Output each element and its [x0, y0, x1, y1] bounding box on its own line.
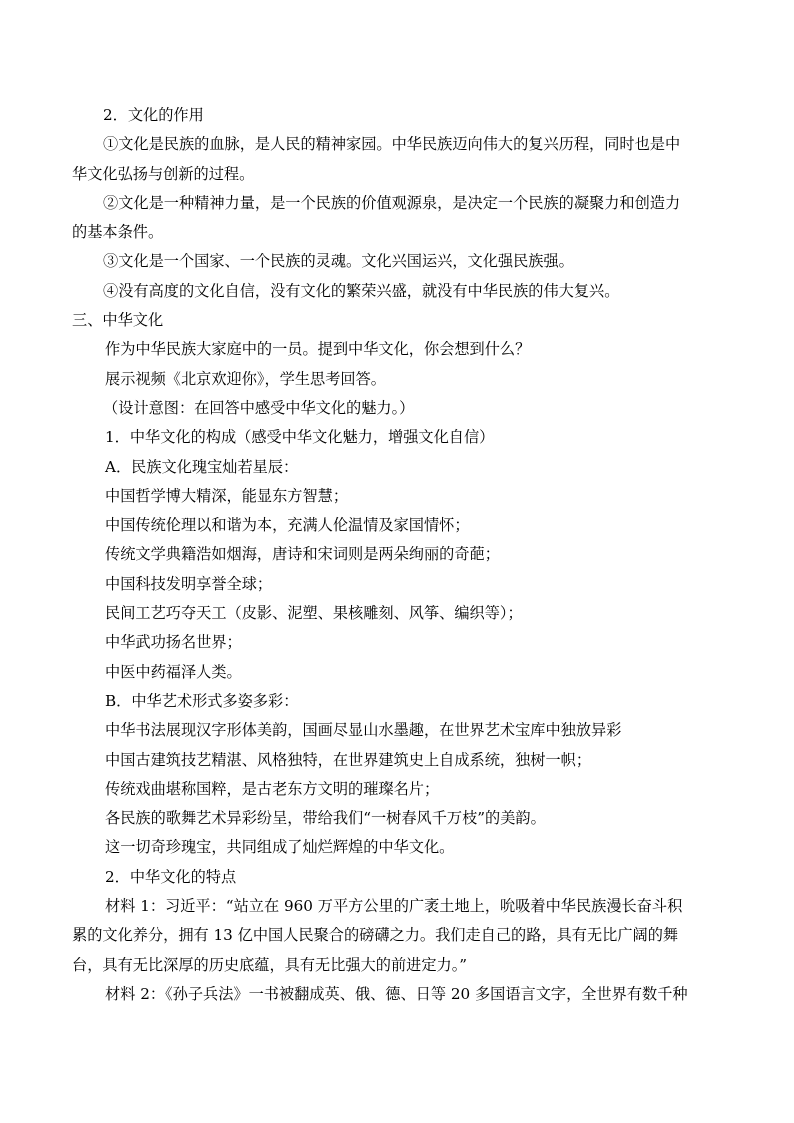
- list-item: 各民族的歌舞艺术异彩纷呈，带给我们“一树春风千万枝”的美韵。: [105, 809, 546, 828]
- paragraph-line: 作为中华民族大家庭中的一员。提到中华文化，你会想到什么？: [105, 340, 531, 359]
- list-item: 中国科技发明享誉全球；: [105, 574, 273, 593]
- material-paragraph-line: 台，具有无比深厚的历史底蕴，具有无比强大的前进定力。”: [72, 955, 468, 974]
- list-item: 中华书法展现汉字形体美韵，国画尽显山水墨趣，在世界艺术宝库中独放异彩: [105, 721, 622, 740]
- paragraph-line: ③文化是一个国家、一个民族的灵魂。文化兴国运兴，文化强民族强。: [103, 252, 574, 271]
- summary-line: 这一切奇珍瑰宝，共同组成了灿烂辉煌的中华文化。: [105, 838, 455, 857]
- subsection-heading-features: 2．中华文化的特点: [105, 867, 237, 886]
- paragraph-line: 的基本条件。: [72, 223, 164, 242]
- paragraph-line: ①文化是民族的血脉，是人民的精神家园。中华民族迈向伟大的复兴历程，同时也是中: [103, 135, 681, 154]
- paragraph-line: ④没有高度的文化自信，没有文化的繁荣兴盛，就没有中华民族的伟大复兴。: [103, 281, 620, 300]
- list-heading-a: A．民族文化瑰宝灿若星辰：: [105, 457, 299, 476]
- list-item: 传统戏曲堪称国粹，是古老东方文明的璀璨名片；: [105, 779, 440, 798]
- paragraph-line: 展示视频《北京欢迎你》，学生思考回答。: [105, 369, 386, 388]
- section-heading-chinese-culture: 三、中华文化: [72, 311, 164, 330]
- paragraph-line: ②文化是一种精神力量，是一个民族的价值观源泉，是决定一个民族的凝聚力和创造力: [103, 193, 681, 212]
- list-item: 中国哲学博大精深，能显东方智慧；: [105, 486, 348, 505]
- document-body: [72, 101, 722, 1009]
- subsection-heading-composition: 1．中华文化的构成（感受中华文化魅力，增强文化自信）: [105, 428, 495, 447]
- list-item: 民间工艺巧夺天工（皮影、泥塑、果核雕刻、风筝、编织等）；: [105, 604, 523, 623]
- list-item: 中华武功扬名世界；: [105, 633, 242, 652]
- list-item: 传统文学典籍浩如烟海，唐诗和宋词则是两朵绚丽的奇葩；: [105, 545, 500, 564]
- list-item: 中医中药福泽人类。: [105, 662, 242, 681]
- design-intent-note: （设计意图：在回答中感受中华文化的魅力。）: [103, 398, 415, 417]
- list-item: 中国古建筑技艺精湛、风格独特，在世界建筑史上自成系统，独树一帜；: [105, 750, 591, 769]
- material-paragraph-line: 材料 2：《孙子兵法》一书被翻成英、俄、德、日等 20 多国语言文字，全世界有数千种: [105, 984, 688, 1003]
- material-paragraph-line: 累的文化养分，拥有 13 亿中国人民聚合的磅礴之力。我们走自己的路，具有无比广阔的舞: [72, 926, 679, 945]
- section-heading-culture-role: 2．文化的作用: [103, 106, 204, 124]
- paragraph-line: 华文化弘扬与创新的过程。: [72, 164, 255, 183]
- list-heading-b: B．中华艺术形式多姿多彩：: [105, 691, 299, 710]
- material-paragraph-line: 材料 1：习近平：“站立在 960 万平方公里的广袤土地上，吮吸着中华民族漫长奋斗积: [105, 897, 683, 916]
- list-item: 中国传统伦理以和谐为本，充满人伦温情及家国情怀；: [105, 516, 470, 535]
